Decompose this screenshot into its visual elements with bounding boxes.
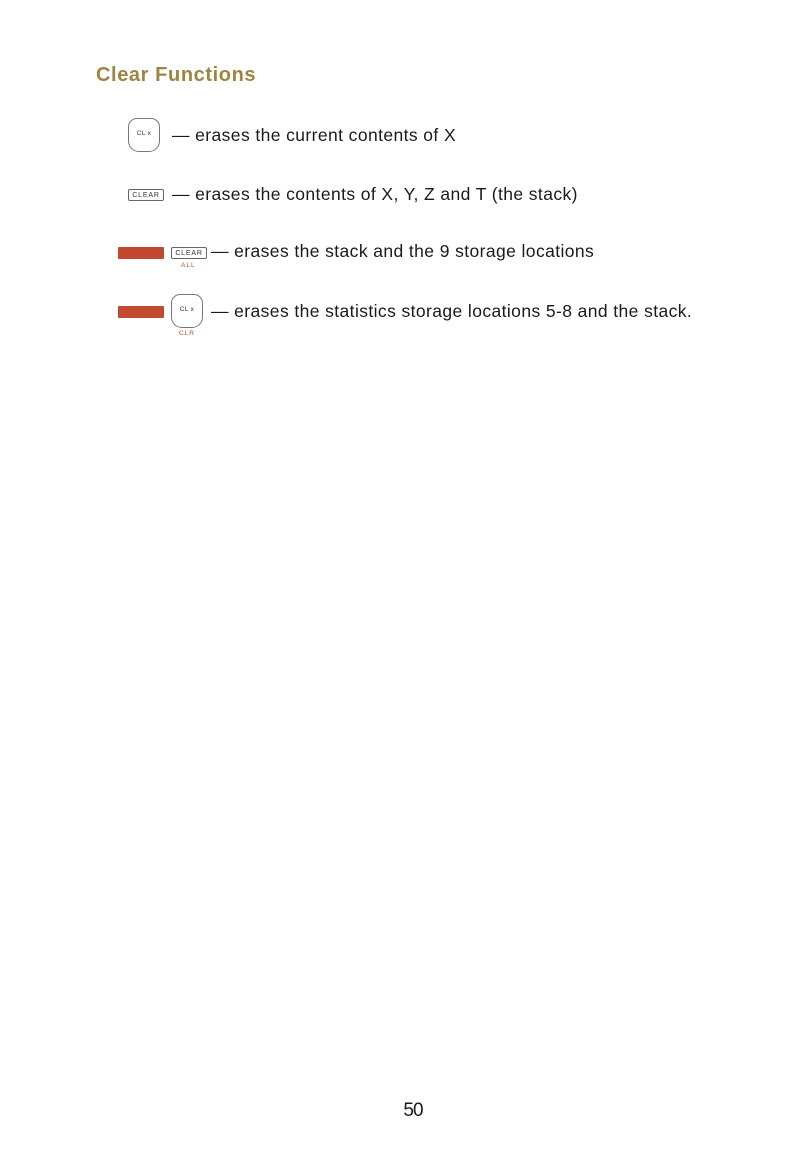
clear-key-icon	[171, 247, 207, 259]
clear-stack-description: — erases the contents of X, Y, Z and T (the stack)	[172, 184, 578, 204]
clear-key-label: CLEAR	[175, 250, 203, 257]
clear-statistics-entry	[0, 292, 786, 337]
clear-stack-entry	[0, 182, 786, 222]
clx-key-icon	[128, 118, 160, 152]
clx-key-icon	[171, 294, 203, 328]
page-number: 50	[403, 1100, 423, 1121]
section-heading: Clear Functions	[96, 64, 257, 86]
clear-key-icon	[128, 189, 164, 201]
clx-key-label: CL x	[179, 306, 195, 313]
clear-key-label: CLEAR	[132, 192, 160, 199]
clear-all-entry	[0, 240, 786, 280]
shift-label-all: ALL	[181, 262, 196, 269]
clear-statistics-description: — erases the statistics storage locations 5-8 and the stack.	[211, 301, 693, 321]
clear-x-entry	[0, 118, 786, 158]
clx-key-label: CL x	[136, 130, 152, 137]
clear-all-description: — erases the stack and the 9 storage locations	[211, 241, 595, 261]
shift-key-icon	[118, 247, 164, 259]
shift-label-clr: CLR	[179, 330, 196, 337]
clear-x-description: — erases the current contents of X	[172, 125, 457, 145]
shift-key-icon	[118, 306, 164, 318]
